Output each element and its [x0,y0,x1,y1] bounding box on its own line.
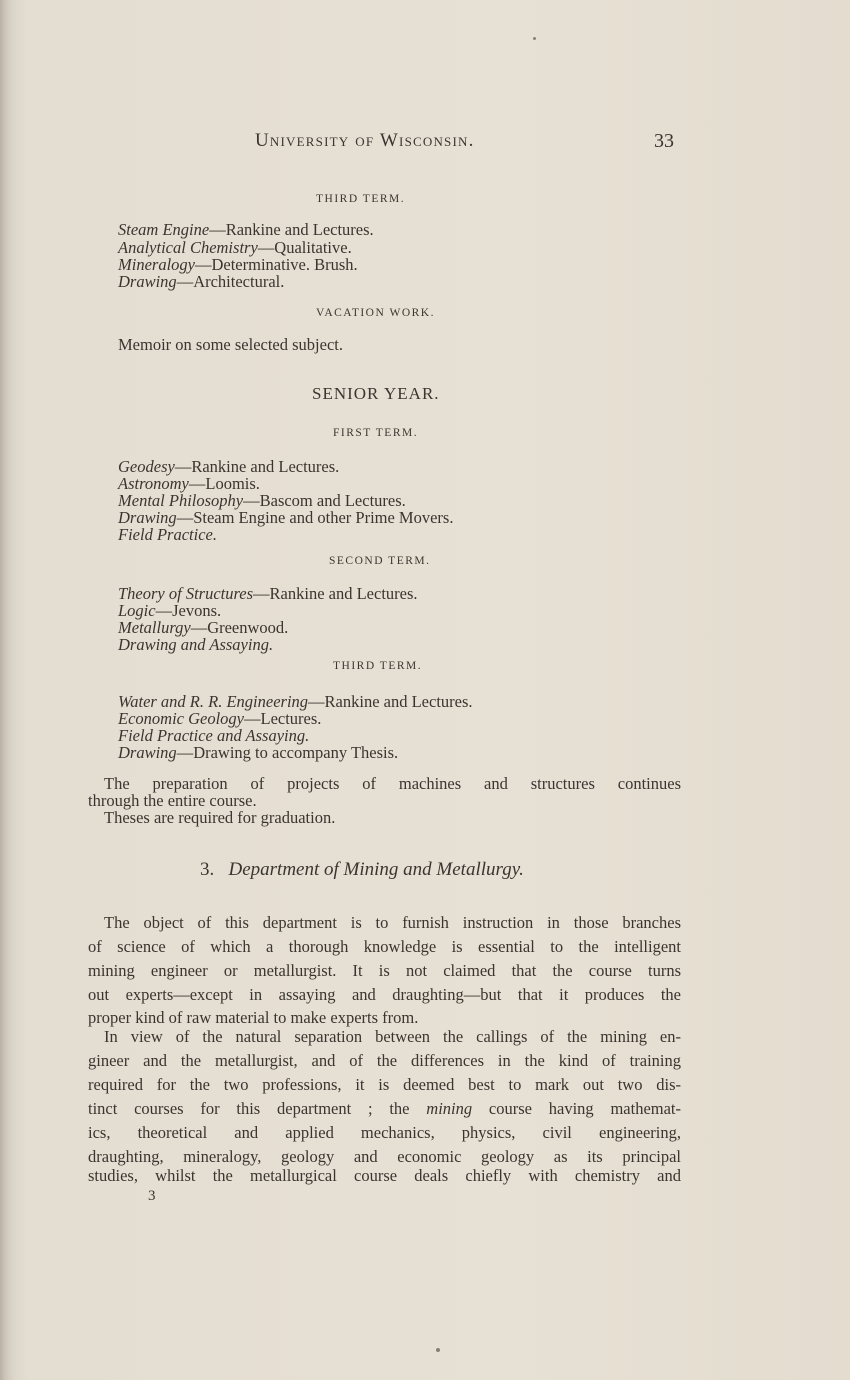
course-line: Analytical Chemistry—Qualitative. [118,238,352,257]
running-head: University of Wisconsin. [255,130,475,151]
paragraph-line: tinct courses for this department ; the mining course having mathemat- [88,1099,681,1118]
note-line: through the entire course. [88,791,257,810]
paragraph-line: of science of which a thorough knowledge is essential to the intelligent [88,937,681,956]
first-term-heading: FIRST TERM. [333,427,419,439]
department-heading: 3. Department of Mining and Metallurgy. [200,859,524,880]
note-line: Theses are required for graduation. [104,808,336,827]
course-line: Metallurgy—Greenwood. [118,618,289,637]
vacation-heading: VACATION WORK. [316,307,435,319]
third-term-heading: THIRD TERM. [316,193,406,205]
course-line: Field Practice and Assaying. [118,726,310,745]
paragraph-line: In view of the natural separation between the callings of the mining en- [104,1027,681,1046]
course-line: Field Practice. [118,525,217,544]
course-line: Economic Geology—Lectures. [118,709,322,728]
course-line: Geodesy—Rankine and Lectures. [118,457,340,476]
course-line: Drawing—Drawing to accompany Thesis. [118,743,399,762]
course-line: Water and R. R. Engineering—Rankine and Lectures. [118,692,473,711]
paragraph-line: required for the two professions, it is deemed best to mark out two dis- [88,1075,681,1094]
course-line: Drawing and Assaying. [118,635,274,654]
course-line: Steam Engine—Rankine and Lectures. [118,220,374,239]
paragraph-line: gineer and the metallurgist, and of the differences in the kind of training [88,1051,681,1070]
signature-mark: 3 [148,1188,156,1204]
course-line: Drawing—Architectural. [118,272,285,291]
course-line: Mental Philosophy—Bascom and Lectures. [118,491,406,510]
paper-speck [436,1348,440,1352]
third-term-heading: THIRD TERM. [333,660,423,672]
paragraph-line: mining engineer or metallurgist. It is not claimed that the course turns [88,961,681,980]
course-line: Theory of Structures—Rankine and Lectures. [118,584,418,603]
paper-speck [533,37,536,40]
paragraph-line: out experts—except in assaying and draughting—but that it produces the [88,985,681,1004]
page-number: 33 [654,130,674,152]
course-line: Drawing—Steam Engine and other Prime Movers. [118,508,454,527]
course-line: Astronomy—Loomis. [118,474,260,493]
paragraph-line: ics, theoretical and applied mechanics, physics, civil engineering, [88,1123,681,1142]
course-line: Logic—Jevons. [118,601,222,620]
course-line: Mineralogy—Determinative. Brush. [118,255,358,274]
senior-year-heading: SENIOR YEAR. [312,384,440,403]
paragraph-line: draughting, mineralogy, geology and economic geology as its principal [88,1147,681,1166]
paragraph-line: The object of this department is to furnish instruction in those branches [104,913,681,932]
note-line: The preparation of projects of machines and structures continues [104,774,681,793]
paragraph-line: proper kind of raw material to make experts from. [88,1008,419,1027]
vacation-text: Memoir on some selected subject. [118,335,343,354]
paragraph-line: studies, whilst the metallurgical course deals chiefly with chemistry and [88,1166,681,1185]
second-term-heading: SECOND TERM. [329,555,431,567]
